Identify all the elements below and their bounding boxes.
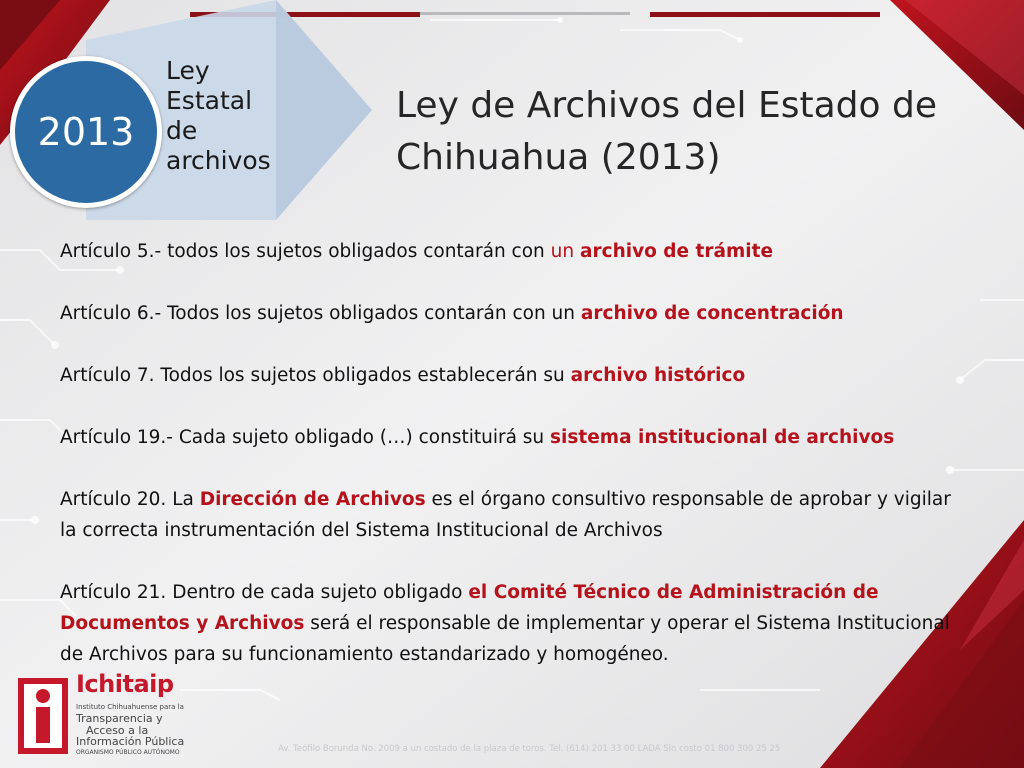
article-highlight: Dirección de Archivos <box>199 489 426 510</box>
article-text: será el responsable de implementar y operar el Sistema Institucional de Archivos para su funcionamiento estandarizado y homogéneo. <box>60 613 950 665</box>
logo-line: Transparencia y <box>76 712 163 725</box>
ichitaip-logo <box>18 670 198 760</box>
logo-line: Instituto Chihuahuense para la <box>76 703 184 711</box>
article-5 <box>60 236 970 267</box>
articles-list <box>60 236 970 701</box>
logo-line: ORGANISMO PÚBLICO AUTÓNOMO <box>76 749 180 756</box>
article-text: Artículo 7. Todos los sujetos obligados establecerán su <box>60 365 571 386</box>
logo-line: Acceso a la <box>86 724 149 737</box>
article-19 <box>60 422 970 453</box>
article-text: Artículo 20. La <box>60 489 200 510</box>
year-text: 2013 <box>37 110 135 154</box>
article-highlight: archivo histórico <box>570 365 746 386</box>
ichitaip-logo-icon <box>18 672 70 756</box>
article-highlight: el Comité Técnico de Administración de Documentos y Archivos <box>60 582 879 634</box>
article-text: Artículo 21. Dentro de cada sujeto obligado <box>60 582 469 603</box>
article-7 <box>60 360 970 391</box>
article-highlight: archivo de concentración <box>580 303 844 324</box>
title-line: Chihuahua (2013) <box>396 137 721 178</box>
article-highlight: archivo de trámite <box>580 241 774 262</box>
article-highlight: sistema institucional de archivos <box>550 427 895 448</box>
arrow-label-line: Estatal <box>166 86 253 115</box>
footer-address: Av. Teófilo Borunda No. 2009 a un costado de la plaza de toros. Tel. (614) 201 33 00 LADA Sin costo 01 800 300 25 25 <box>278 744 781 754</box>
logo-line: Información Pública <box>76 735 185 748</box>
logo-name: Ichitaip <box>76 670 174 698</box>
article-21 <box>60 577 970 670</box>
arrow-label-line: archivos <box>166 146 271 175</box>
article-highlight: un <box>550 241 581 262</box>
slide-title <box>396 80 996 184</box>
article-text: Artículo 19.- Cada sujeto obligado (…) constituirá su <box>60 427 551 448</box>
year-badge <box>10 56 162 208</box>
article-20 <box>60 484 970 546</box>
article-text: Artículo 5.- todos los sujetos obligados contarán con <box>60 241 551 262</box>
arrow-label-line: de <box>166 116 198 145</box>
arrow-label-line: Ley <box>166 56 210 85</box>
article-6 <box>60 298 970 329</box>
article-text: es el órgano consultivo responsable de aprobar y vigilar la correcta instrumentación del Sistema Institucional de Archivos <box>60 489 951 541</box>
title-line: Ley de Archivos del Estado de <box>396 85 937 126</box>
article-text: Artículo 6.- Todos los sujetos obligados contarán con un <box>60 303 581 324</box>
arrow-label <box>166 56 336 176</box>
